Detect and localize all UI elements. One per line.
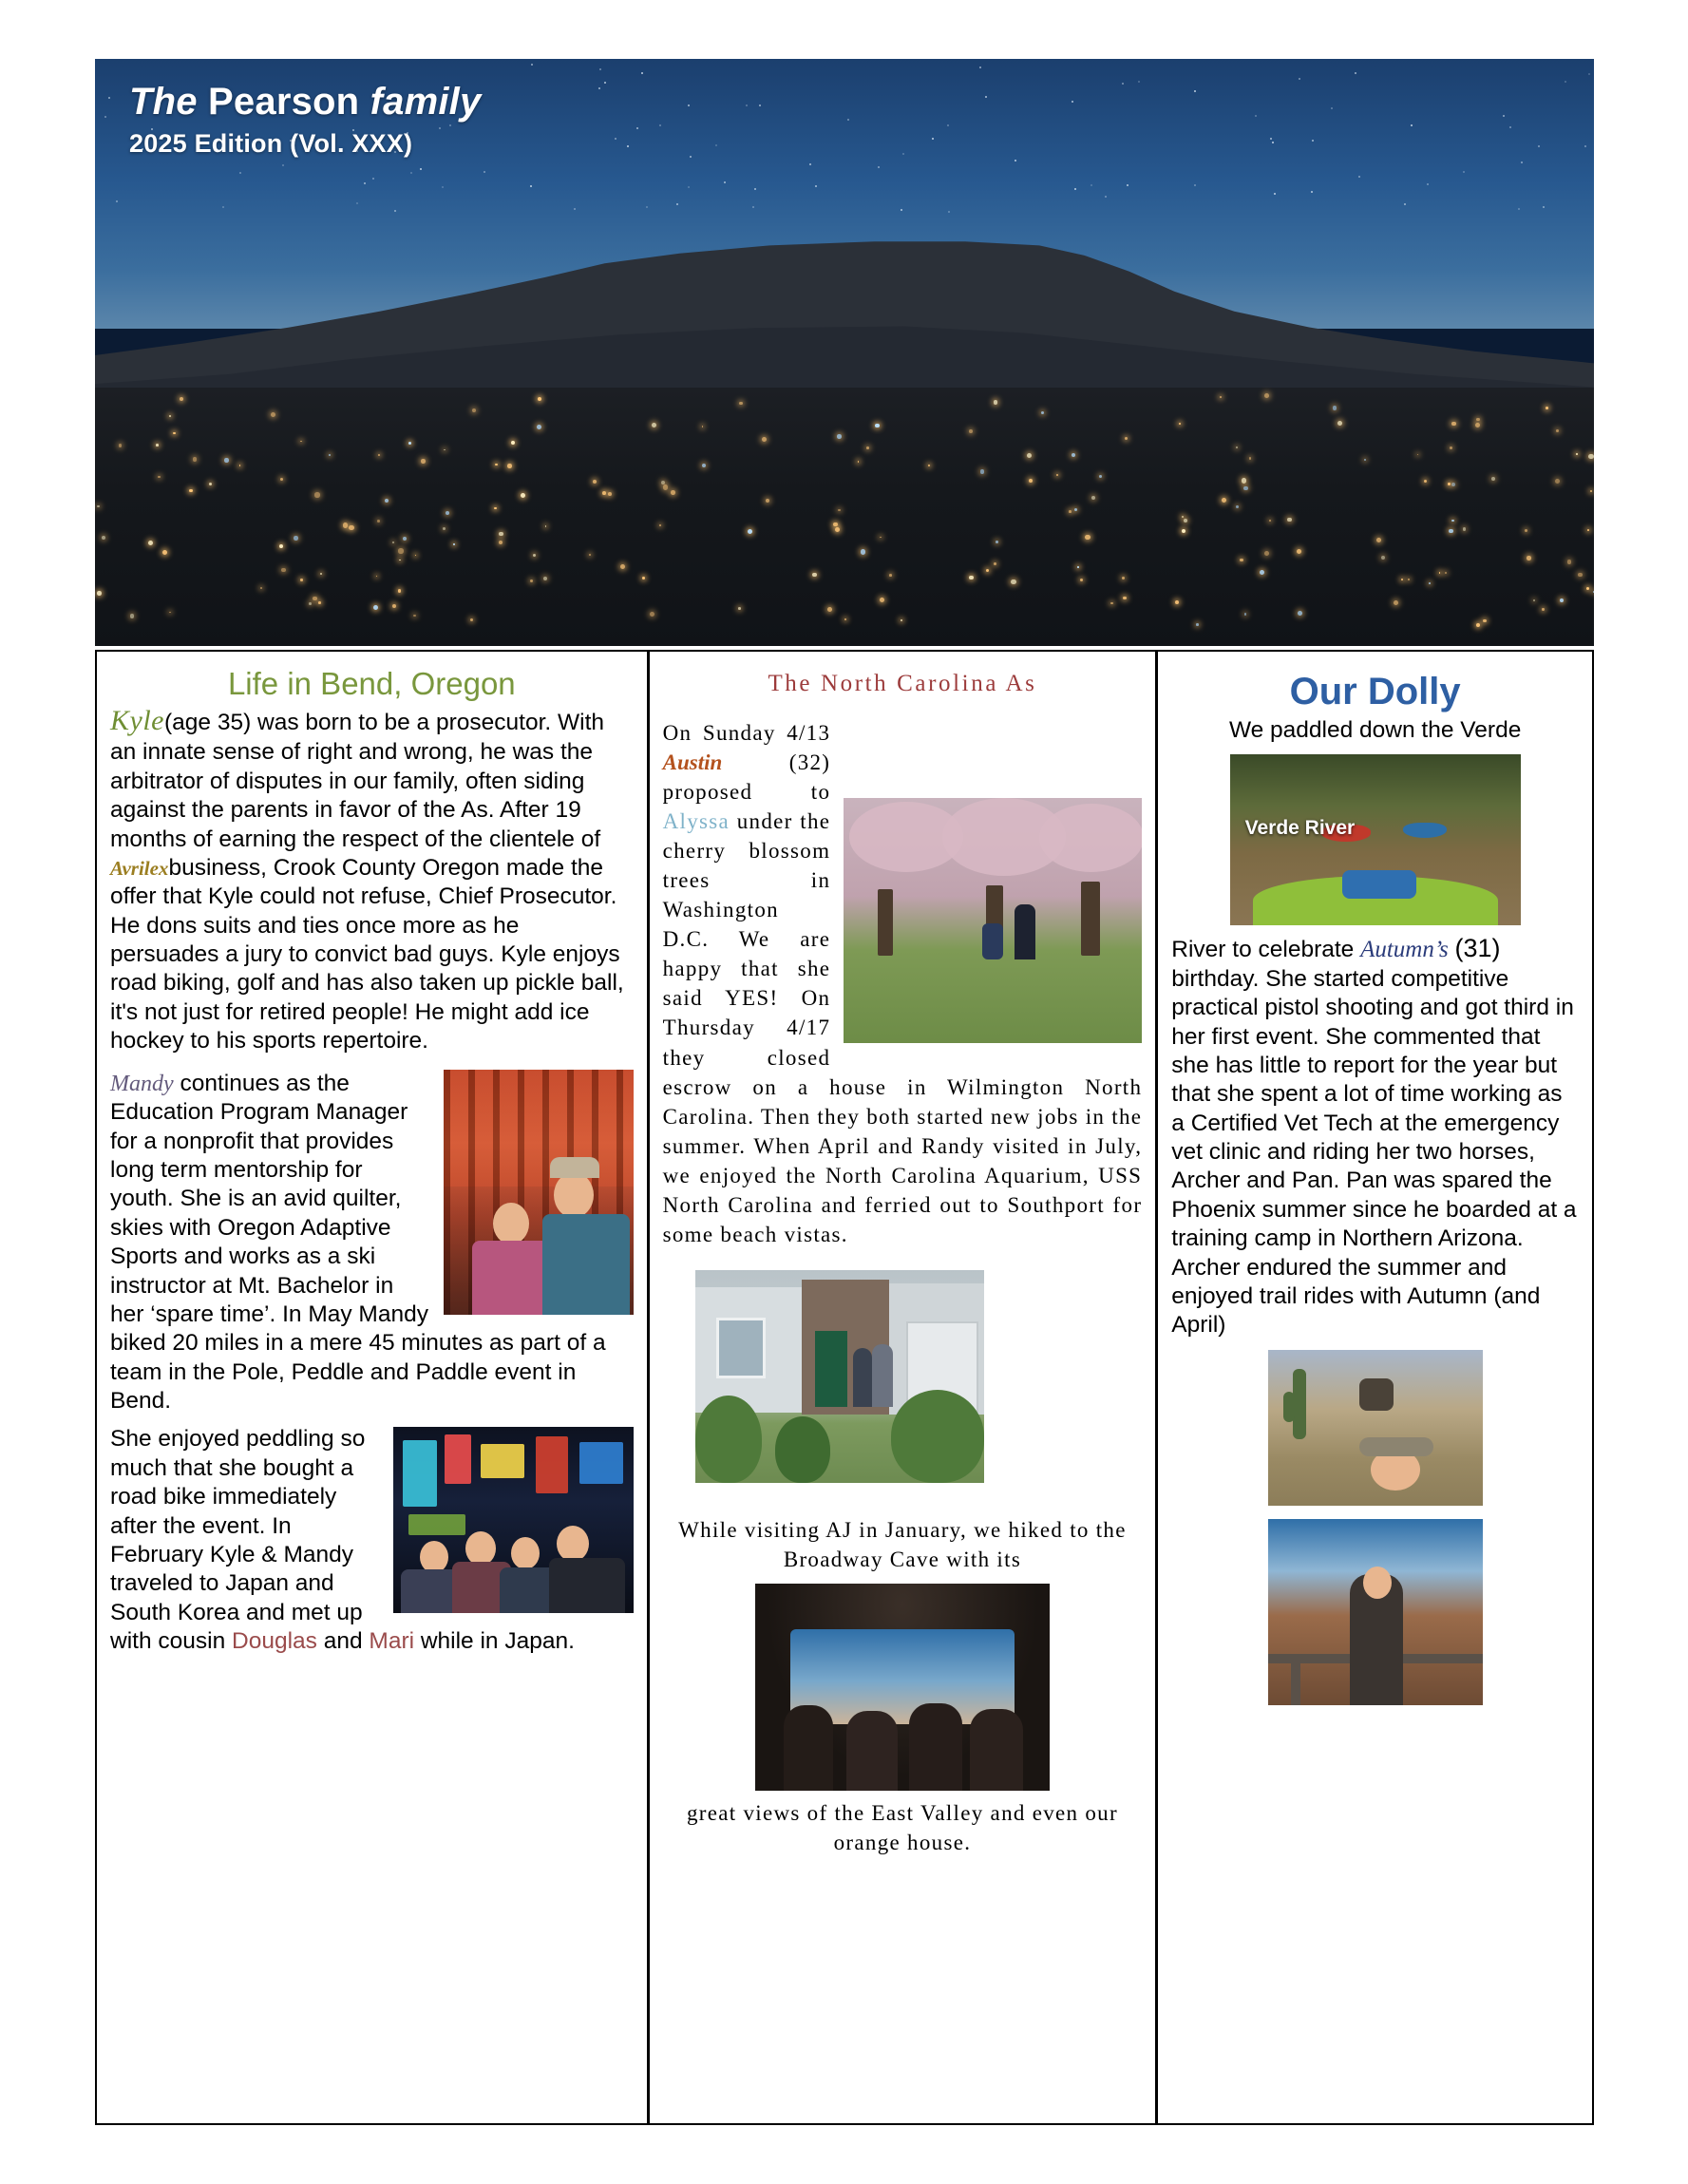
edition-subtitle: 2025 Edition (Vol. XXX) — [129, 129, 413, 158]
city-light — [349, 525, 353, 530]
city-light — [1381, 556, 1385, 560]
article-columns — [95, 650, 1594, 2125]
nc-text-b: (32) proposed to — [662, 750, 831, 805]
city-light — [1578, 573, 1582, 577]
city-light — [1424, 480, 1427, 483]
cave-intro-text: While visiting AJ in January, we hiked to the Broadway Cave with its — [678, 1517, 1127, 1571]
star — [1015, 160, 1016, 161]
kyle-text-b: business, Crook County Oregon made the offer that Kyle could not refuse, Chief Prosecutor. He dons suits and ties once more as he persuades a jury to convict bad guys. Kyle enjoys road biking, golf and has also taken up pickle ball, it's not just for retired people! He might add ice hockey to his sports repertoire. — [110, 854, 624, 1054]
city-light — [1476, 623, 1480, 627]
city-light — [1243, 486, 1247, 490]
kayak-far-blue — [1403, 823, 1447, 838]
kyle-text-a: (age 35) was born to be a prosecutor. With an innate sense of right and wrong, he was the arbitrator of disputes in our family, often siding against the parents in favor of the As. After 19 months of earning the respect of the clientele of — [110, 710, 605, 852]
autumn-age: (31) — [1454, 934, 1501, 963]
tokyo-face-3 — [511, 1537, 540, 1569]
tokyo-face-2 — [465, 1531, 496, 1566]
star — [1311, 191, 1313, 193]
city-light — [1483, 619, 1487, 623]
tokyo-body-4 — [549, 1558, 625, 1613]
city-light — [537, 425, 541, 429]
city-light — [1085, 535, 1090, 540]
city-light — [1222, 498, 1226, 503]
desert-hat — [1359, 1437, 1433, 1456]
city-light — [642, 577, 645, 579]
city-light — [224, 458, 228, 462]
city-light — [1476, 418, 1480, 422]
city-light — [377, 520, 380, 522]
star — [222, 206, 224, 208]
star — [688, 104, 690, 106]
heading-life-in-bend: Life in Bend, Oregon — [227, 666, 516, 701]
star — [1105, 196, 1107, 198]
city-light — [1448, 483, 1450, 484]
cave-caption-text: great views of the East Valley and even our orange house. — [686, 1800, 1118, 1854]
dolly-text-c — [1449, 937, 1455, 962]
nc-text-c: under the cherry blossom trees in Washington D.C. We are happy that she said YES! On Thursday 4/17 they closed escrow on a house in Wilmington North Carolina. Then they both started new jobs in the summer. When April and Randy visited in July, we enjoyed the North Carolina Aquarium, USS North Carolina and ferried out to Southport for some beach vistas. — [662, 809, 1143, 1246]
column-our-dolly — [1158, 652, 1592, 2123]
proposal-kneeling-person — [982, 923, 1003, 959]
jacket-left — [472, 1241, 552, 1315]
city-light — [313, 597, 317, 601]
hat-right — [550, 1157, 599, 1178]
city-light — [271, 412, 275, 417]
mandy-text-b: She enjoyed peddling so much that she bought a road bike immediately after the event. In February Kyle & Mandy traveled to Japan and South Korea and met up with cousin — [110, 1426, 366, 1655]
star — [715, 144, 717, 146]
paragraph-dolly-lead — [1171, 716, 1579, 745]
city-light — [1264, 393, 1269, 398]
name-douglas: Douglas — [232, 1628, 317, 1655]
city-light — [1546, 407, 1548, 409]
city-light — [1491, 477, 1495, 481]
tokyo-face-4 — [557, 1526, 589, 1562]
city-light — [980, 469, 984, 473]
city-light — [1542, 608, 1544, 610]
cave-person-1 — [784, 1705, 833, 1791]
name-mandy: Mandy — [110, 1071, 174, 1096]
city-light — [1376, 538, 1381, 542]
canyon-face — [1363, 1567, 1392, 1599]
star — [1274, 193, 1276, 195]
photo-new-house — [695, 1270, 984, 1483]
star — [809, 163, 811, 165]
house-bush-2 — [891, 1390, 984, 1483]
city-light — [507, 464, 512, 468]
city-light — [130, 614, 134, 617]
nc-text-a: On Sunday 4/13 — [662, 721, 831, 745]
city-light — [148, 541, 153, 545]
tree-trunk-1 — [878, 889, 893, 956]
star — [901, 209, 902, 211]
city-light — [495, 464, 497, 465]
city-light — [173, 432, 175, 434]
page-title — [129, 80, 481, 123]
cave-person-3 — [909, 1703, 962, 1791]
house-front-door — [815, 1331, 847, 1407]
valley-foreground — [95, 388, 1594, 646]
neon-sign-6 — [408, 1514, 465, 1535]
city-light — [403, 537, 407, 541]
city-light — [1182, 516, 1184, 518]
city-light — [1527, 556, 1531, 560]
city-light — [1587, 529, 1589, 531]
star — [530, 185, 532, 187]
star — [1358, 176, 1360, 178]
name-avrilex: Avrilex — [110, 856, 169, 880]
star — [847, 119, 849, 121]
mandy-text-a: continues as the Education Program Manager for a nonprofit that provides long term mentorship for youth. She is an avid quilter, skies with Oregon Adaptive Sports and works as a ski instructor at Mt. Bachelor in her ‘spare time’. In May Mandy biked 20 miles in a mere 45 minutes as part of a team in the Pole, Peddle and Paddle event in Bend. — [110, 1070, 606, 1415]
photo-desert-trail — [1268, 1350, 1483, 1506]
star — [1538, 145, 1540, 147]
city-light — [1125, 437, 1128, 440]
city-light — [901, 619, 902, 621]
city-light — [1182, 529, 1185, 533]
name-autumn: Autumn’s — [1360, 937, 1449, 963]
face-right — [554, 1172, 594, 1218]
city-light — [538, 397, 541, 401]
city-light — [446, 511, 449, 515]
tokyo-face-1 — [420, 1541, 448, 1573]
name-austin: Austin — [662, 750, 723, 775]
city-light — [1287, 518, 1291, 522]
star — [356, 202, 358, 204]
city-light — [1450, 446, 1452, 449]
city-light — [738, 607, 741, 610]
city-light — [661, 481, 665, 484]
photo-verde-river — [1230, 754, 1521, 925]
city-light — [608, 492, 612, 496]
house-bush-1 — [695, 1396, 762, 1483]
star — [420, 168, 422, 170]
city-light — [300, 579, 302, 580]
title-word-pearson: Pearson — [208, 81, 360, 123]
neon-sign-3 — [481, 1444, 524, 1478]
star — [574, 208, 576, 210]
neon-sign-1 — [403, 1440, 437, 1507]
star — [108, 97, 110, 99]
city-light — [1451, 520, 1453, 522]
proposal-standing-person — [1015, 904, 1035, 959]
city-light — [102, 536, 105, 540]
name-alyssa: Alyssa — [662, 809, 730, 834]
star — [759, 104, 761, 106]
city-light — [861, 549, 865, 554]
star — [746, 104, 748, 106]
star — [690, 156, 692, 158]
city-light — [994, 400, 998, 405]
city-light — [453, 543, 455, 545]
city-light — [1463, 527, 1467, 531]
house-window-1 — [716, 1318, 766, 1378]
name-mari: Mari — [369, 1628, 415, 1655]
heading-our-dolly: Our Dolly — [1289, 671, 1461, 712]
star — [615, 138, 616, 140]
jacket-right — [542, 1214, 630, 1315]
house-bush-3 — [775, 1416, 830, 1483]
paragraph-dolly-main — [1171, 933, 1579, 1339]
city-light — [156, 444, 159, 446]
heading-north-carolina: The North Carolina As — [768, 671, 1037, 696]
city-light — [398, 548, 403, 553]
cave-person-4 — [970, 1709, 1023, 1791]
column-life-in-bend — [97, 652, 650, 2123]
city-light — [162, 550, 167, 555]
star — [1272, 142, 1274, 143]
star — [531, 64, 533, 66]
photo-canyon-overlook — [1268, 1519, 1483, 1705]
city-light — [671, 490, 675, 495]
city-light — [309, 602, 312, 605]
saguaro-arm — [1283, 1392, 1295, 1422]
title-word-the: The — [129, 81, 198, 123]
city-light — [193, 457, 198, 462]
tree-trunk-3 — [1081, 882, 1100, 956]
star — [1543, 206, 1545, 208]
city-light — [1337, 421, 1342, 426]
dolly-text-b: River to celebrate — [1171, 937, 1361, 963]
neon-sign-4 — [536, 1436, 568, 1493]
star — [1463, 171, 1465, 173]
mandy-text-c: and — [316, 1628, 370, 1655]
city-light — [119, 444, 123, 447]
dolly-text-d: birthday. She started competitive practical pistol shooting and got third in her first event. She commented that she has little to report for the year but that she spent a lot of time working as a Certified Vet Tech at the emergency vet clinic and riding her two horses, Archer and Pan. Pan was spared the Phoenix summer since he boarded at a training camp in Northern Arizona. Archer endured the summer and enjoyed trail rides with Autumn (and April) — [1171, 965, 1577, 1339]
title-word-family: family — [370, 81, 482, 123]
city-light — [329, 454, 331, 456]
canyon-rail-post — [1291, 1654, 1300, 1705]
dolly-text-a: We paddled down the Verde — [1228, 717, 1522, 743]
face-left — [493, 1203, 529, 1244]
city-light — [837, 434, 842, 439]
photo-cherry-blossom-proposal — [844, 798, 1142, 1043]
masthead-text-block — [129, 80, 481, 159]
city-light — [969, 429, 973, 433]
city-light — [1240, 559, 1242, 561]
city-light — [1179, 423, 1181, 425]
star — [394, 210, 396, 212]
star — [1122, 83, 1124, 85]
masthead-banner — [95, 59, 1594, 646]
city-light — [1091, 496, 1095, 500]
star — [1404, 203, 1406, 205]
city-light — [659, 524, 661, 526]
city-light — [889, 574, 892, 577]
city-light — [97, 591, 101, 595]
city-light — [663, 484, 668, 489]
mandy-text-d: while in Japan. — [414, 1628, 575, 1655]
city-light — [1297, 549, 1301, 554]
city-light — [1069, 510, 1072, 513]
city-light — [521, 493, 525, 498]
star — [1127, 184, 1128, 186]
star — [641, 72, 643, 74]
star — [1312, 140, 1314, 142]
city-light — [378, 454, 380, 456]
city-light — [421, 459, 425, 463]
house-person-2 — [872, 1344, 893, 1407]
city-light — [1567, 560, 1571, 563]
city-light — [1451, 422, 1456, 427]
star — [1427, 183, 1429, 185]
star — [598, 87, 600, 89]
city-light — [1184, 519, 1187, 522]
star — [752, 206, 754, 208]
city-light — [398, 589, 401, 592]
city-light — [1264, 551, 1269, 556]
city-light — [281, 568, 286, 573]
name-kyle: Kyle — [110, 705, 164, 737]
star — [604, 82, 606, 84]
star — [116, 200, 118, 202]
desert-rider — [1359, 1378, 1394, 1411]
column-north-carolina — [650, 652, 1159, 2123]
star — [947, 124, 949, 126]
paragraph-kyle — [110, 703, 634, 1055]
city-light — [1576, 453, 1578, 455]
city-light — [373, 605, 378, 610]
city-light — [1175, 600, 1179, 604]
city-light — [189, 489, 192, 492]
blossom-cluster-3 — [1039, 804, 1142, 872]
star — [364, 182, 366, 184]
city-light — [1242, 478, 1246, 483]
verde-river-overlay-label: Verde River — [1244, 817, 1356, 840]
dry-bag — [1342, 870, 1416, 899]
photo-broadway-cave — [755, 1584, 1050, 1791]
city-light — [294, 536, 297, 540]
city-light — [97, 505, 100, 508]
cave-person-2 — [846, 1711, 898, 1791]
neon-sign-5 — [579, 1442, 623, 1484]
photo-tokyo-night — [393, 1427, 634, 1613]
city-light — [1451, 483, 1455, 486]
paragraph-cave-intro — [663, 1515, 1143, 1574]
caption-cave-view — [663, 1798, 1143, 1857]
city-light — [1077, 566, 1079, 568]
city-light — [1011, 579, 1015, 584]
city-light — [1236, 505, 1239, 508]
neon-sign-2 — [445, 1434, 471, 1484]
saguaro-cactus — [1293, 1369, 1306, 1439]
city-light — [318, 601, 321, 604]
photo-torii-gates — [444, 1070, 634, 1315]
city-light — [827, 607, 832, 612]
star — [599, 68, 601, 70]
city-light — [1123, 597, 1127, 600]
city-light — [1029, 479, 1033, 483]
city-light — [1196, 623, 1199, 626]
city-light — [314, 492, 319, 497]
star — [104, 116, 106, 118]
star — [979, 66, 981, 68]
star — [1331, 107, 1333, 109]
house-person-1 — [853, 1348, 872, 1407]
city-light — [1298, 611, 1302, 616]
star — [1299, 78, 1300, 80]
city-light — [702, 464, 706, 467]
